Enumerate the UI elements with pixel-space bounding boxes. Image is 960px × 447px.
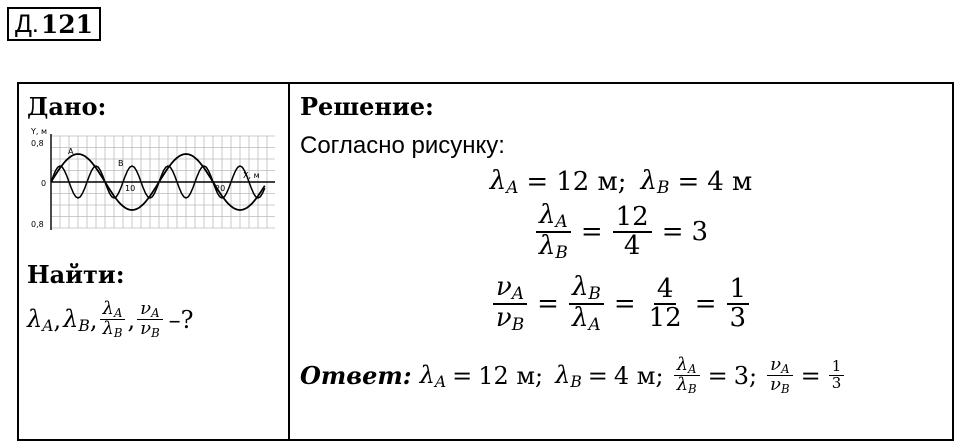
problem-tag: [7, 7, 101, 41]
answer-lambda-ratio: 3;: [733, 361, 758, 390]
lambda-ratio-fraction: $\frac{12}{4}$: [613, 204, 652, 261]
find-lambda-b: $\lambda_B$: [63, 304, 90, 335]
graph-x-mark-10: 10: [125, 184, 136, 193]
graph-y-axis-label: Y, м: [31, 127, 48, 136]
lambda-ratio-result: 3: [691, 216, 709, 247]
graph-y-bottom-tick: 0,8: [31, 220, 44, 229]
find-suffix: –?: [168, 305, 194, 334]
solution-intro: Согласно рисунку:: [300, 132, 505, 159]
answer-line: Ответ: $\lambda_A$ = 12 м; $\lambda_B$ = 4 м; $\frac{\lambda_A}{\lambda_B}$ = 3; $\frac{\nu_A}{\nu_B}$ = $\frac{1}{3}$: [300, 356, 846, 395]
graph-x-axis-label: X, м: [243, 171, 260, 180]
answer-lambda-ratio-symbol: $\frac{\lambda_A}{\lambda_B}$: [674, 356, 700, 395]
find-lambda-ratio: $\frac{\lambda_A}{\lambda_B}$: [99, 300, 125, 339]
wave-a-label: A: [68, 147, 74, 156]
lambda-ratio-symbol: $\frac{\lambda_A}{\lambda_B}$: [536, 202, 571, 262]
find-lambda-a: $\lambda_A$: [27, 304, 54, 335]
lambda-b-value: 4 м: [707, 166, 753, 197]
nu-ratio-symbol: $\frac{\nu_A}{\nu_B}$: [493, 274, 527, 334]
answer-nu-ratio-symbol: $\frac{\nu_A}{\nu_B}$: [767, 356, 793, 395]
wave-b-label: B: [118, 159, 124, 168]
problem-tag-prefix: Д.: [15, 9, 39, 38]
answer-label: Ответ:: [300, 361, 412, 391]
answer-lambda-b: 4 м;: [613, 361, 664, 390]
nu-ratio-result: $\frac{1}{3}$: [727, 276, 750, 333]
solution-heading: Решение:: [300, 92, 434, 121]
given-heading: Дано:: [27, 92, 107, 121]
answer-nu-ratio: $\frac{1}{3}$: [829, 359, 845, 392]
graph-x-mark-20: 20: [215, 184, 226, 193]
answer-lambda-a: 12 м;: [478, 361, 544, 390]
find-expression: $\lambda_A$ , $\lambda_B$ , $\frac{\lambda_A}{\lambda_B}$ , $\frac{\nu_A}{\nu_B}$ –?: [27, 298, 194, 341]
find-nu-ratio: $\frac{\nu_A}{\nu_B}$: [137, 300, 163, 339]
nu-ratio-lambda-form: $\frac{\lambda_B}{\lambda_A}$: [569, 274, 604, 334]
nu-ratio-line: $\frac{\nu_A}{\nu_B}$ = $\frac{\lambda_B}{\lambda_A}$ = $\frac{4}{12}$ = $\frac{1}{3}$: [290, 274, 952, 334]
find-heading: Найти:: [27, 260, 125, 289]
wave-graph: [29, 126, 279, 238]
problem-table: [17, 82, 954, 441]
given-column: [19, 84, 288, 439]
lambda-a-value: 12 м;: [556, 166, 627, 197]
solution-column: [290, 84, 952, 439]
lambda-ratio-line: $\frac{\lambda_A}{\lambda_B}$ = $\frac{12}{4}$ = 3: [290, 202, 952, 262]
wavelengths-line: $\lambda_A$ = 12 м; $\lambda_B$ = 4 м: [489, 166, 753, 198]
graph-y-top-tick: 0,8: [31, 139, 44, 148]
nu-ratio-fraction: $\frac{4}{12}$: [648, 273, 682, 333]
graph-origin-label: 0: [41, 179, 47, 188]
problem-number: 121: [40, 9, 94, 39]
